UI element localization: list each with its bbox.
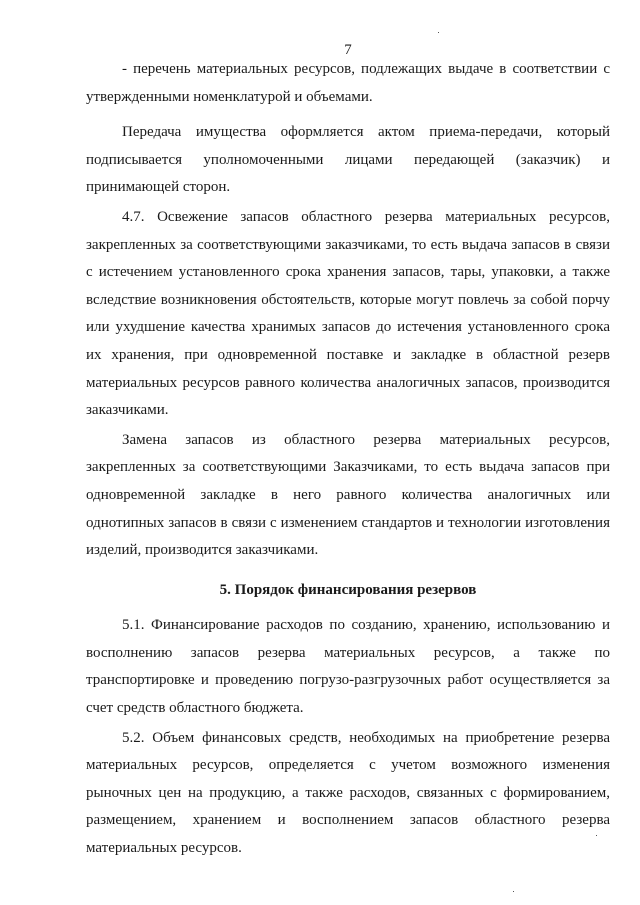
- paragraph-resource-list: - перечень материальных ресурсов, подлежащих выдаче в соответствии с утвержденными номенклатурой и объемами.: [86, 61, 610, 105]
- paragraph-5-1-financing: 5.1. Финансирование расходов по созданию, хранению, использованию и восполнению запасов резерва материальных ресурсов, а также по транспортировке и проведению погрузо-разгрузочных работ осуществляется за счет средств областного бюджета.: [86, 617, 610, 717]
- paragraph-4-7-refresh: 4.7. Освежение запасов областного резерва материальных ресурсов, закрепленных за соответствующими заказчиками, то есть выдача запасов в связи с истечением установленного срока хранения запасов, тары, упаковки, а также вследствие возникновения обстоятельств, которые могут повлечь за собой порчу или ухудшение качества хранимых запасов до истечения установленного срока их хранения, при одновременной поставке и закладке в областной резерв материальных ресурсов равного количества аналогичных запасов, производится заказчиками.: [86, 208, 610, 419]
- scan-speck: [513, 891, 514, 892]
- paragraph-replacement: Замена запасов из областного резерва материальных ресурсов, закрепленных за соответствующими Заказчиками, то есть выдача запасов при одновременной закладке в него равного количества аналогичных или однотипных запасов в связи с изменением стандартов и технологии изготовления изделий, производится заказчиками.: [86, 431, 610, 559]
- scan-speck: [438, 32, 439, 33]
- document-body: [86, 56, 610, 863]
- scan-speck: [596, 835, 597, 836]
- page-number: 7: [344, 42, 352, 58]
- paragraph-transfer-act: Передача имущества оформляется актом приема-передачи, который подписывается уполномоченными лицами передающей (заказчик) и принимающей сторон.: [86, 124, 610, 196]
- document-page: [86, 0, 610, 905]
- section-heading-financing: 5. Порядок финансирования резервов: [219, 581, 477, 598]
- paragraph-5-2-volume: 5.2. Объем финансовых средств, необходимых на приобретение резерва материальных ресурсов, определяется с учетом возможного изменения рыночных цен на продукцию, а также расходов, связанных с формированием, размещением, хранением и восполнением запасов областного резерва материальных ресурсов.: [86, 729, 610, 857]
